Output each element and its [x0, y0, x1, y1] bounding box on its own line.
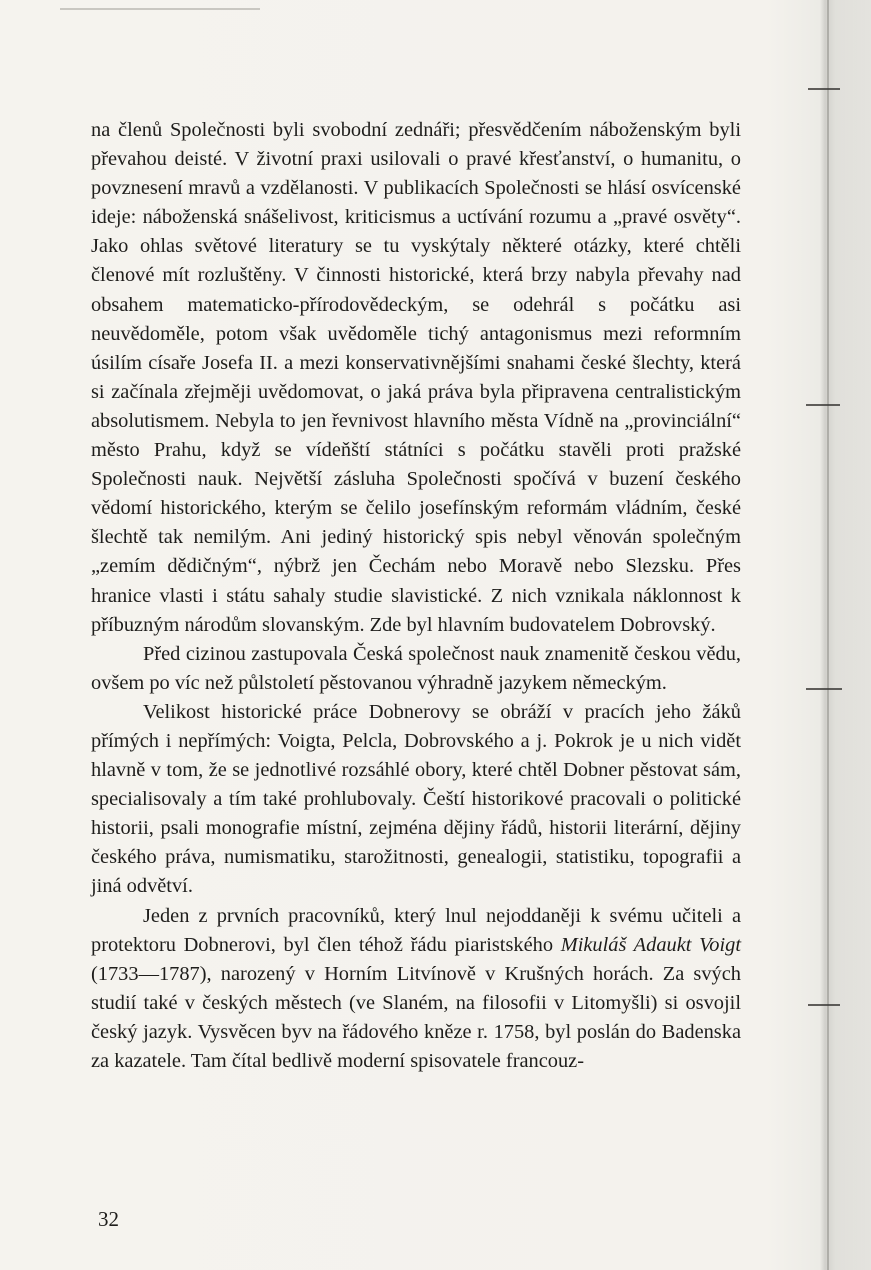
paragraph-3: Velikost historické práce Dobnerovy se obráží v pracích jeho žáků přímých i nepřímých: Voigta, Pelcla, Dobrovského a j. Pokrok je u nich vidět hlavně v tom, že se jednotlivé rozsáhlé obory, které chtěl Dobner pěstovat sám, specialisovaly a tím také prohlubovaly. Čeští historikové pracovali o politické historii, psali monografie místní, zejména dějiny řádů, historii literární, dějiny českého práva, numismatiku, starožitnosti, genealogii, statistiku, topografii a jiná odvětví.	[91, 700, 741, 898]
page-fold-edge	[827, 0, 829, 1270]
page-number: 32	[98, 1207, 119, 1231]
paragraph-4-start: Jeden z prvních pracovníků, který lnul nejoddaněji k svému učiteli a protektoru Dobnerovi, byl člen téhož řádu piaristského	[91, 904, 741, 956]
paragraph-2: Před cizinou zastupovala Česká společnost nauk znamenitě českou vědu, ovšem po víc než půlstoletí pěstovanou výhradně jazykem německým.	[91, 642, 741, 694]
person-name: Mikuláš Adaukt Voigt	[560, 933, 741, 956]
binding-stitch	[806, 404, 840, 406]
body-text	[91, 116, 741, 1076]
paragraph-4-end: (1733—1787), narozený v Horním Litvínově v Krušných horách. Za svých studií také v českých městech (ve Slaném, na filosofii v Litomyšli) si osvojil český jazyk. Vysvěcen byv na řádového kněze r. 1758, byl poslán do Badenska za kazatele. Tam čítal bedlivě moderní spisovatele francouz-	[91, 962, 741, 1072]
paragraph-4	[91, 902, 741, 1077]
scan-edge-mark	[60, 8, 260, 10]
binding-stitch	[806, 688, 842, 690]
binding-stitch	[808, 88, 840, 90]
paragraph-1: na členů Společnosti byli svobodní zednáři; přesvědčením náboženským byli převahou deisté. V životní praxi usilovali o pravé křesťanství, o humanitu, o povznesení mravů a vzdělanosti. V publikacích Společnosti se hlásí osvícenské ideje: náboženská snášelivost, kriticismus a uctívání rozumu a „pravé osvěty“. Jako ohlas světové literatury se tu vyskýtaly některé otázky, které chtěli členové mít rozluštěny. V činnosti historické, která brzy nabyla převahy nad obsahem matematicko-přírodovědeckým, se odehrál s počátku asi neuvědoměle, potom však uvědoměle tichý antagonismus mezi reformním úsilím císaře Josefa II. a mezi konservativnějšími snahami české šlechty, která si začínala zřejměji uvědomovat, o jaká práva byla připravena centralistickým absolutismem. Nebyla to jen řevnivost hlavního města Vídně na „provinciální“ město Prahu, když se vídeňští státníci s počátku stavěli proti pražské Společnosti nauk. Největší zásluha Společnosti spočívá v buzení českého vědomí historického, kterým se čelilo josefínským reformám vládním, české šlechtě tak nemilým. Ani jediný historický spis nebyl věnován společným „zemím dědičným“, nýbrž jen Čechám nebo Moravě nebo Slezsku. Přes hranice vlasti i státu sahaly studie slavistické. Z nich vznikala náklonnost k příbuzným národům slovanským. Zde byl hlavním budovatelem Dobrovský.	[91, 119, 741, 636]
binding-stitch	[808, 1004, 840, 1006]
